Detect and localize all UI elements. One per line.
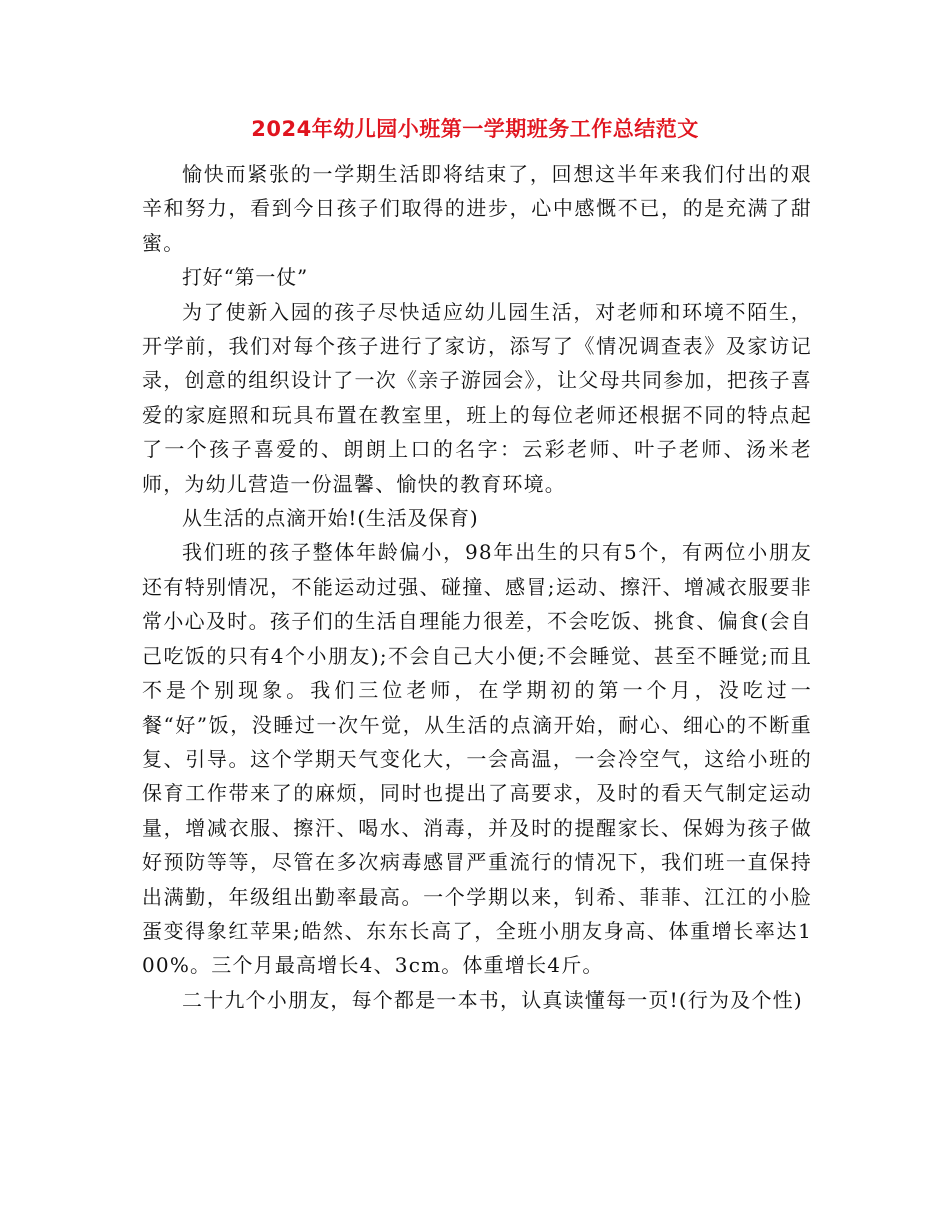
paragraph-intro: 愉快而紧张的一学期生活即将结束了，回想这半年来我们付出的艰辛和努力，看到今日孩子们取得的进步，心中感慨不已，的是充满了甜蜜。 [142, 162, 812, 255]
paragraph-daily-life: 我们班的孩子整体年龄偏小，98年出生的只有5个，有两位小朋友还有特别情况，不能运动过强、碰撞、感冒;运动、擦汗、增减衣服要非常小心及时。孩子们的生活自理能力很差，不会吃饭、挑食、偏食(会自己吃饭的只有4个小朋友);不会自己大小便;不会睡觉、甚至不睡觉;而且不是个别现象。我们三位老师，在学期初的第一个月，没吃过一餐“好”饭，没睡过一次午觉，从生活的点滴开始，耐心、细心的不断重复、引导。这个学期天气变化大，一会高温，一会冷空气，这给小班的保育工作带来了的麻烦，同时也提出了高要求，及时的看天气制定运动量，增减衣服、擦汗、喝水、消毒，并及时的提醒家长、保姆为孩子做好预防等等，尽管在多次病毒感冒严重流行的情况下，我们班一直保持出满勤，年级组出勤率最高。一个学期以来，钊希、菲菲、江江的小脸蛋变得象红苹果;皓然、东东长高了，全班小朋友身高、体重增长率达100%。三个月最高增长4、3cm。体重增长4斤。 [142, 540, 812, 978]
paragraph-behavior: 二十九个小朋友，每个都是一本书，认真读懂每一页!(行为及个性) [182, 987, 803, 1012]
section-heading-daily-life: 从生活的点滴开始!(生活及保育) [182, 506, 479, 531]
paragraph-first-battle: 为了使新入园的孩子尽快适应幼儿园生活，对老师和环境不陌生，开学前，我们对每个孩子进行了家访，添写了《情况调查表》及家访记录，创意的组织设计了一次《亲子游园会》，让父母共同参加，把孩子喜爱的家庭照和玩具布置在教室里，班上的每位老师还根据不同的特点起了一个孩子喜爱的、朗朗上口的名字：云彩老师、叶子老师、汤米老师，为幼儿营造一份温馨、愉快的教育环境。 [142, 299, 812, 496]
document-body [142, 157, 812, 1017]
section-heading-first-battle: 打好“第一仗” [182, 265, 309, 290]
document-title: 2024年幼儿园小班第一学期班务工作总结范文 [251, 117, 699, 141]
